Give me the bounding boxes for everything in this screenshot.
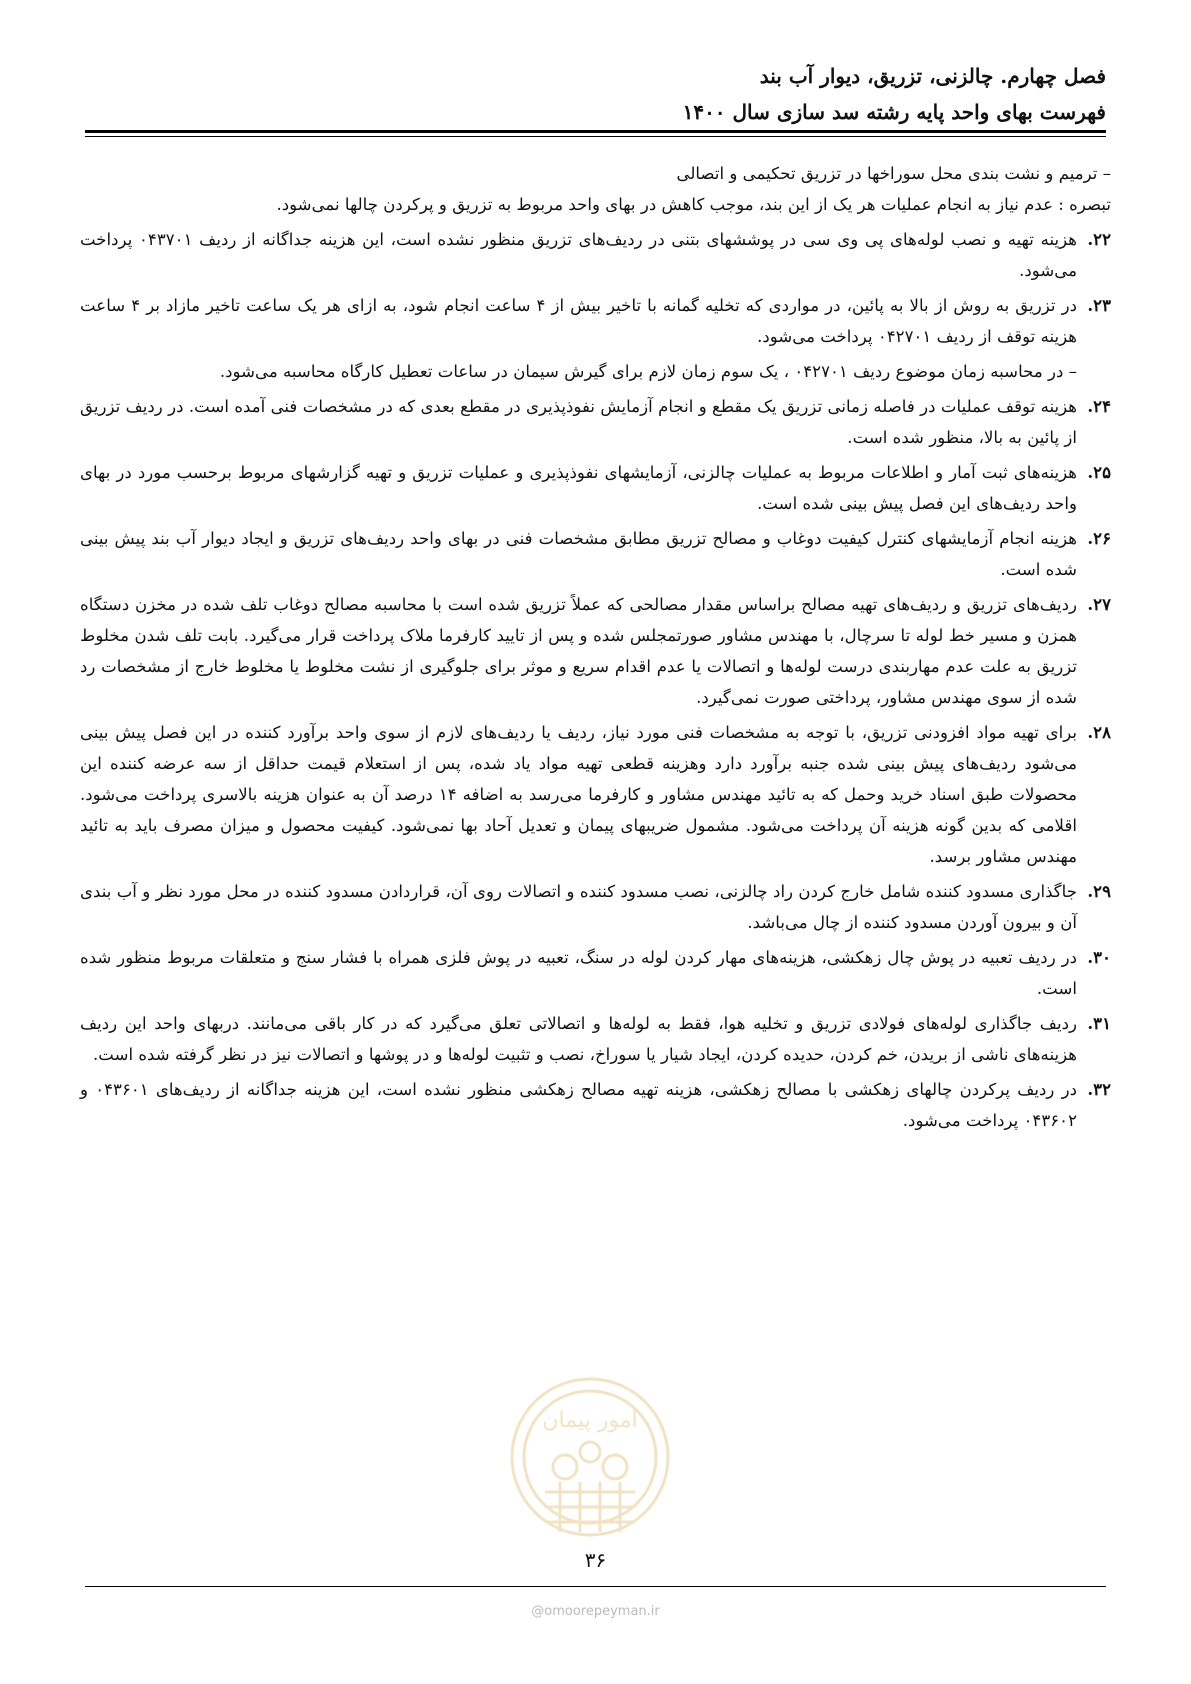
clause-number: ۲۵. xyxy=(1087,462,1111,482)
clause-number: ۲۲. xyxy=(1087,229,1111,249)
clause-text: جاگذاری مسدود کننده شامل خارج کردن راد چالزنی، نصب مسدود کننده و اتصالات روی آن، قراردادن مسدود کننده در محل مورد نظر و آب بندی آن و بیرون آوردن مسدود کننده از چال می‌باشد. xyxy=(80,882,1077,932)
clause-text: در تزریق به روش از بالا به پائین، در مواردی که تخلیه گمانه با تاخیر بیش از ۴ ساعت انجام شود، به ازای هر یک ساعت تاخیر مازاد بر ۴ ساعت هزینه توقف از ردیف ۰۴۲۷۰۱ پرداخت می‌شود. xyxy=(80,296,1077,346)
clause-item xyxy=(80,523,1111,585)
clause-text: در ردیف تعبیه در پوش چال زهکشی، هزینه‌های مهار کردن لوله در سنگ، تعبیه در پوش فلزی همراه با فشار سنج و متعلقات مربوط منظور شده است. xyxy=(80,948,1077,998)
intro-line: – ترمیم و نشت بندی محل سوراخها در تزریق تحکیمی و اتصالی xyxy=(676,164,1111,183)
clause-number: ۲۳. xyxy=(1087,295,1111,315)
note-line: تبصره : عدم نیاز به انجام عملیات هر یک از این بند، موجب کاهش در بهای واحد مربوط به تزریق و پرکردن چالها نمی‌شود. xyxy=(276,195,1111,214)
clause-text: ردیف‌های تزریق و ردیف‌های تهیه مصالح براساس مقدار مصالحی که عملاً تزریق شده است با محاسبه مصالح دوغاب تلف شده در مخزن دستگاه همزن و مسیر خط لوله تا سرچال، با مهندس مشاور صورتمجلس شده و پس از تایید کارفرما ملاک پرداخت قرار می‌گیرد. بابت تلف شدن مخلوط تزریق به علت عدم مهاربندی درست لوله‌ها و اتصالات یا عدم اقدام سریع و موثر برای جلوگیری از نشت مخلوط یا مخلوط خارج از مشخصات رد شده از سوی مهندس مشاور، پرداختی صورت نمی‌گیرد. xyxy=(80,595,1077,707)
clause-number: ۲۴. xyxy=(1087,396,1111,416)
clause-item xyxy=(80,589,1111,713)
clause-item xyxy=(80,1074,1111,1136)
clause-number: ۲۶. xyxy=(1087,528,1111,548)
footer-divider xyxy=(85,1586,1106,1587)
page-header xyxy=(85,58,1106,130)
clause-item xyxy=(80,457,1111,519)
clause-item xyxy=(80,224,1111,286)
watermark-logo-icon xyxy=(505,1372,675,1562)
svg-text:امور پیمان: امور پیمان xyxy=(542,1408,638,1433)
clause-item xyxy=(80,942,1111,1004)
chapter-title: فصل چهارم. چالزنی، تزریق، دیوار آب بند xyxy=(759,64,1106,88)
page-number: ۳۶ xyxy=(584,1548,607,1572)
clause-number: ۲۸. xyxy=(1087,722,1111,742)
footer-site-link[interactable]: @omoorepeyman.ir xyxy=(531,1604,660,1619)
clause-list xyxy=(80,224,1111,1136)
clause-text: در ردیف پرکردن چالهای زهکشی با مصالح زهکشی، هزینه تهیه مصالح زهکشی منظور نشده است، این هزینه جداگانه از ردیف‌های ۰۴۳۶۰۱ و ۰۴۳۶۰۲ پرداخت می‌شود. xyxy=(80,1080,1077,1130)
clause-item xyxy=(80,717,1111,872)
clause-item xyxy=(80,391,1111,453)
clause-item xyxy=(80,290,1111,352)
clause-number: ۲۷. xyxy=(1087,594,1111,614)
clause-text: برای تهیه مواد افزودنی تزریق، با توجه به مشخصات فنی مورد نیاز، ردیف یا ردیف‌های لازم از سوی واحد برآورد کننده در این فصل پیش بینی می‌شود ردیف‌های پیش بینی شده جنبه برآورد دارد وهزینه قطعی تهیه مواد یاد شده، پس از استعلام قیمت حداقل از سه عرضه کننده این محصولات طبق اسناد خرید وحمل که به تائید مهندس مشاور و کارفرما می‌رسد به اضافه ۱۴ درصد آن به عنوان هزینه بالاسری پرداخت می‌شود. اقلامی که بدین گونه هزینه آن پرداخت می‌شود. مشمول ضریبهای پیمان و تعدیل آحاد بها نمی‌شود. کیفیت محصول و میزان مصرف باید به تائید مهندس مشاور برسد. xyxy=(80,723,1077,866)
clause-text: هزینه تهیه و نصب لوله‌های پی وی سی در پوششهای بتنی در ردیف‌های تزریق منظور نشده است، این هزینه جداگانه از ردیف ۰۴۳۷۰۱ پرداخت می‌شود. xyxy=(80,230,1077,280)
clause-text: هزینه‌های ثبت آمار و اطلاعات مربوط به عملیات چالزنی، آزمایشهای نفوذپذیری و عملیات تزریق و تهیه گزارشهای مربوط برحسب مورد در بهای واحد ردیف‌های این فصل پیش بینی شده است. xyxy=(80,463,1077,513)
clause-text: ردیف جاگذاری لوله‌های فولادی تزریق و تخلیه هوا، فقط به لوله‌ها و اتصالاتی تعلق می‌گیرد که در کار باقی می‌مانند. دربهای واحد این ردیف هزینه‌های ناشی از بریدن، خم کردن، حدیده کردن، ایجاد شیار یا سوراخ، نصب و تثبیت لوله‌ها و در پوشها و اتصالات نیز در نظر گرفته شده است. xyxy=(80,1014,1077,1064)
clause-text: هزینه انجام آزمایشهای کنترل کیفیت دوغاب و مصالح تزریق مطابق مشخصات فنی در بهای واحد ردیف‌های تزریق و ایجاد دیوار آب بند پیش بینی شده است. xyxy=(80,529,1077,579)
document-body xyxy=(80,158,1111,1140)
document-title: فهرست بهای واحد پایه رشته سد سازی سال ۱۴۰۰ xyxy=(682,100,1106,124)
clause-item xyxy=(80,1008,1111,1070)
clause-item xyxy=(80,876,1111,938)
clause-number: ۳۲. xyxy=(1087,1079,1111,1099)
header-divider xyxy=(85,130,1106,137)
clause-number: ۳۱. xyxy=(1087,1013,1111,1033)
clause-number: ۲۹. xyxy=(1087,881,1111,901)
clause-text: هزینه توقف عملیات در فاصله زمانی تزریق یک مقطع و انجام آزمایش نفوذپذیری در مقطع بعدی که در مشخصات فنی آمده است. در ردیف تزریق از پائین به بالا، منظور شده است. xyxy=(80,397,1077,447)
clause-number: ۳۰. xyxy=(1087,947,1111,967)
sub-clause: – در محاسبه زمان موضوع ردیف ۰۴۲۷۰۱ ، یک سوم زمان لازم برای گیرش سیمان در ساعات تعطیل کارگاه محاسبه می‌شود. xyxy=(219,362,1077,381)
